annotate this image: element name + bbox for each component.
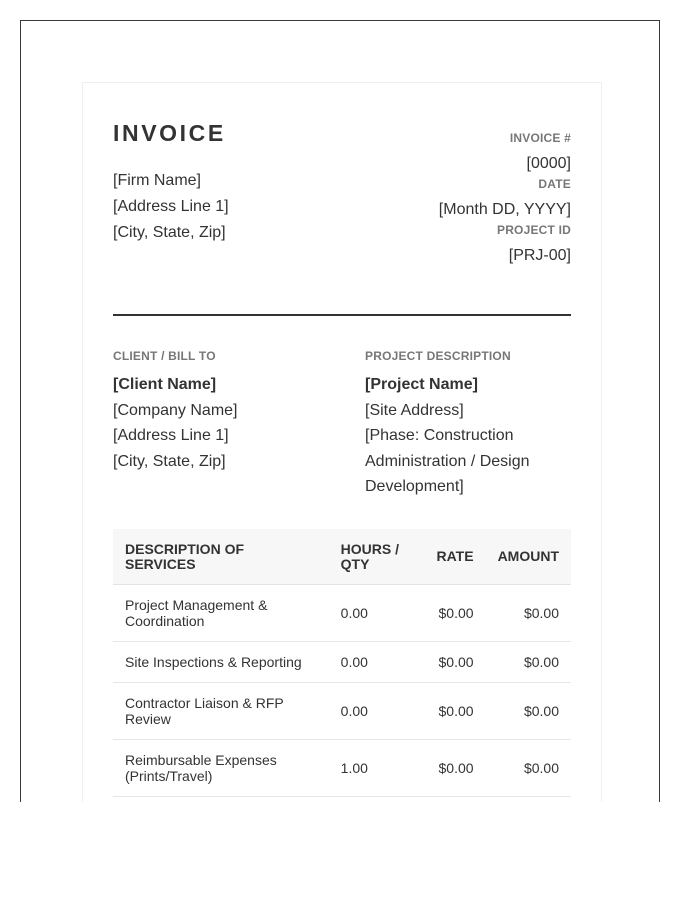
row-description: Contractor Liaison & RFP Review [113, 683, 329, 740]
row-amount: $0.00 [486, 642, 571, 683]
project-name: [Project Name] [365, 376, 478, 393]
client-address-line-1: [Address Line 1] [113, 427, 229, 444]
row-rate: $0.00 [424, 683, 485, 740]
project-id-value: [PRJ-00] [508, 247, 571, 264]
invoice-meta-block [439, 130, 571, 268]
client-name: [Client Name] [113, 376, 217, 393]
header-amount: AMOUNT [486, 529, 571, 585]
row-description: Project Management & Coordination [113, 585, 329, 642]
invoice-number-value: [0000] [526, 155, 571, 172]
table-header-row [113, 529, 571, 585]
project-block [365, 348, 571, 500]
date-value: [Month DD, YYYY] [438, 201, 571, 218]
header-divider [113, 314, 571, 316]
firm-city-state-zip: [City, State, Zip] [113, 224, 226, 241]
firm-address-line-1: [Address Line 1] [113, 198, 229, 215]
invoice-number-label: INVOICE # [509, 131, 571, 145]
project-phase: [Phase: Construction Administration / Design Development] [365, 427, 530, 495]
firm-block [113, 168, 229, 246]
firm-name: [Firm Name] [113, 172, 201, 189]
row-description: Site Inspections & Reporting [113, 642, 329, 683]
table-row [113, 683, 571, 740]
page-frame [20, 20, 660, 802]
row-description: Reimbursable Expenses (Prints/Travel) [113, 740, 329, 797]
table-row [113, 642, 571, 683]
client-city-state-zip: [City, State, Zip] [113, 452, 226, 470]
table-row [113, 585, 571, 642]
row-rate: $0.00 [424, 585, 485, 642]
row-rate: $0.00 [424, 642, 485, 683]
invoice-sheet [82, 82, 602, 802]
row-hours-qty: 0.00 [329, 683, 425, 740]
invoice-title: INVOICE [113, 120, 226, 146]
project-label: PROJECT DESCRIPTION [365, 349, 511, 363]
client-label: CLIENT / BILL TO [113, 349, 216, 363]
services-table [113, 529, 571, 797]
row-rate: $0.00 [424, 740, 485, 797]
row-hours-qty: 0.00 [329, 642, 425, 683]
header-hours-qty: HOURS / QTY [329, 529, 425, 585]
row-hours-qty: 0.00 [329, 585, 425, 642]
header-rate: RATE [424, 529, 485, 585]
date-label: DATE [538, 177, 571, 191]
client-block [113, 348, 343, 474]
client-company: [Company Name] [113, 401, 238, 419]
row-hours-qty: 1.00 [329, 740, 425, 797]
project-id-label: PROJECT ID [496, 223, 571, 237]
project-site-address: [Site Address] [365, 401, 464, 419]
row-amount: $0.00 [486, 683, 571, 740]
header-description: DESCRIPTION OF SERVICES [113, 529, 329, 585]
row-amount: $0.00 [486, 740, 571, 797]
row-amount: $0.00 [486, 585, 571, 642]
table-row [113, 740, 571, 797]
